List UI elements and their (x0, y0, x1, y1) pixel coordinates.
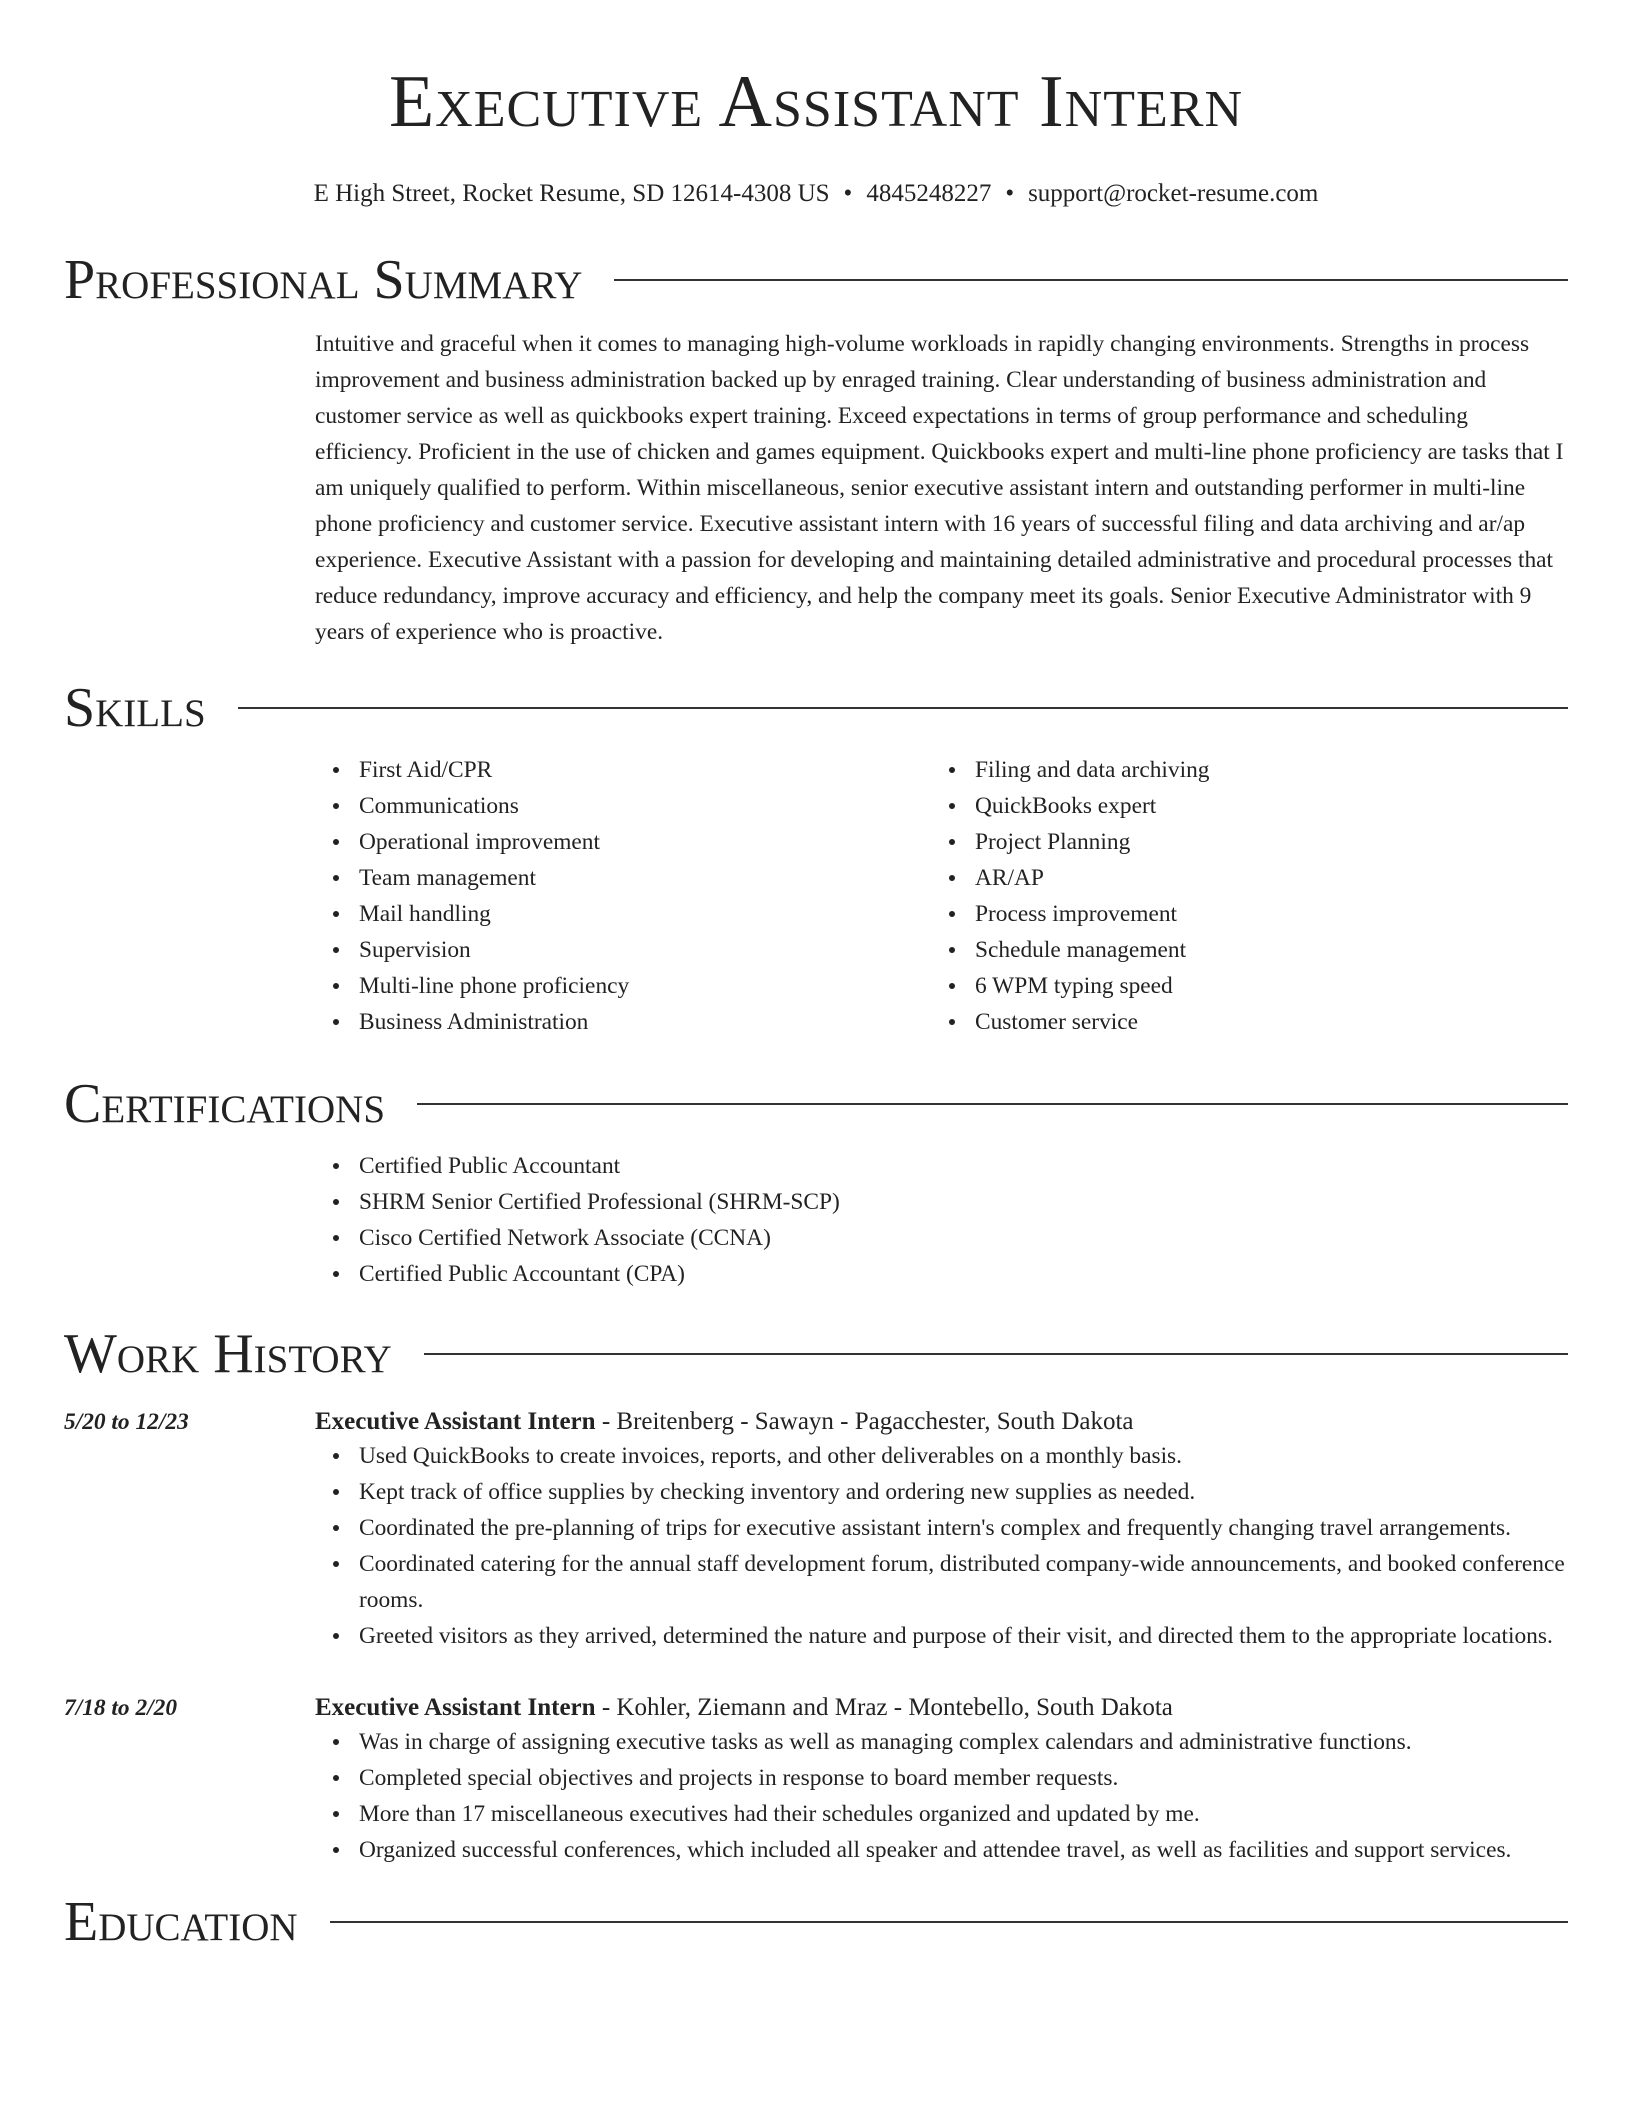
certification-item: SHRM Senior Certified Professional (SHRM-SCP) (359, 1184, 1568, 1220)
job-duty: Organized successful conferences, which included all speaker and attendee travel, as well as facilities and support services. (359, 1832, 1568, 1868)
skill-item: Mail handling (359, 896, 931, 932)
job-duty: More than 17 miscellaneous executives had their schedules organized and updated by me. (359, 1796, 1568, 1832)
section-divider (330, 1921, 1568, 1923)
certification-item: Certified Public Accountant (CPA) (359, 1256, 1568, 1292)
job-duty: Coordinated the pre-planning of trips for executive assistant intern's complex and frequently changing travel arrangements. (359, 1510, 1568, 1546)
skill-item: Filing and data archiving (975, 752, 1547, 788)
section-title-work: Work History (64, 1323, 392, 1385)
job-title-line (315, 1692, 1568, 1724)
section-divider (238, 707, 1568, 709)
job-body (315, 1406, 1568, 1654)
contact-phone: 4845248227 (866, 180, 992, 207)
summary-text: Intuitive and graceful when it comes to managing high-volume workloads in rapidly changing environments. Strengths in process improvement and business administration backed up by enraged training. Clear understanding of business administration and customer service as well as quickbooks expert training. Exceed expectations in terms of group performance and scheduling efficiency. Proficient in the use of chicken and games equipment. Quickbooks expert and multi-line phone proficiency are tasks that I am uniquely qualified to perform. Within miscellaneous, senior executive assistant intern and outstanding performer in multi-line phone proficiency and customer service. Executive assistant intern with 16 years of successful filing and data archiving and ar/ap experience. Executive Assistant with a passion for developing and maintaining detailed administrative and procedural processes that reduce redundancy, improve accuracy and efficiency, and help the company meet its goals. Senior Executive Administrator with 9 years of experience who is proactive. (315, 331, 1564, 645)
job-title-line (315, 1406, 1568, 1438)
job-duty: Kept track of office supplies by checking inventory and ordering new supplies as needed. (359, 1474, 1568, 1510)
contact-email: support@rocket-resume.com (1028, 180, 1319, 207)
skills-grid (315, 752, 1568, 1040)
job-dates: 5/20 to 12/23 (64, 1409, 189, 1435)
certifications-list-wrap (315, 1148, 1568, 1292)
job-duties-list (315, 1724, 1568, 1868)
certifications-section-header (64, 1072, 1568, 1136)
skills-list-right (931, 752, 1547, 1040)
section-divider (424, 1353, 1568, 1355)
skill-item: Business Administration (359, 1004, 931, 1040)
section-divider (417, 1103, 1568, 1105)
certification-item: Certified Public Accountant (359, 1148, 1568, 1184)
job-duty: Was in charge of assigning executive tasks as well as managing complex calendars and administrative functions. (359, 1724, 1568, 1760)
skill-item: AR/AP (975, 860, 1547, 896)
certification-item: Cisco Certified Network Associate (CCNA) (359, 1220, 1568, 1256)
skills-section-header (64, 676, 1568, 740)
skill-item: Process improvement (975, 896, 1547, 932)
job-body (315, 1692, 1568, 1868)
job-entry (64, 1692, 1568, 1868)
skill-item: Schedule management (975, 932, 1547, 968)
job-duty: Greeted visitors as they arrived, determined the nature and purpose of their visit, and directed them to the appropriate locations. (359, 1618, 1568, 1654)
section-title-certifications: Certifications (64, 1073, 386, 1135)
job-employer: - Kohler, Ziemann and Mraz - Montebello, South Dakota (595, 1694, 1173, 1721)
skill-item: First Aid/CPR (359, 752, 931, 788)
certifications-list (315, 1148, 1568, 1292)
job-duties-list (315, 1438, 1568, 1654)
skill-item: Supervision (359, 932, 931, 968)
summary-section-header (64, 248, 1568, 312)
job-title: Executive Assistant Intern (315, 1408, 596, 1435)
job-duty: Completed special objectives and projects in response to board member requests. (359, 1760, 1568, 1796)
skills-column-right (931, 752, 1547, 1040)
section-title-education: Education (64, 1891, 298, 1953)
skills-list-left (315, 752, 931, 1040)
skill-item: 6 WPM typing speed (975, 968, 1547, 1004)
skill-item: Team management (359, 860, 931, 896)
section-title-summary: Professional Summary (64, 249, 583, 311)
candidate-name: Executive Assistant Intern (388, 61, 1243, 143)
skill-item: Multi-line phone proficiency (359, 968, 931, 1004)
section-divider (614, 279, 1568, 281)
job-dates: 7/18 to 2/20 (64, 1695, 178, 1721)
skill-item: Operational improvement (359, 824, 931, 860)
job-duty: Coordinated catering for the annual staff development forum, distributed company-wide announcements, and booked conference rooms. (359, 1546, 1568, 1618)
skills-column-left (315, 752, 931, 1040)
skill-item: Customer service (975, 1004, 1547, 1040)
contact-separator: • (1005, 180, 1015, 207)
education-section-header (64, 1890, 1568, 1954)
job-duty: Used QuickBooks to create invoices, reports, and other deliverables on a monthly basis. (359, 1438, 1568, 1474)
job-entry (64, 1406, 1568, 1654)
job-employer: - Breitenberg - Sawayn - Pagacchester, South Dakota (595, 1408, 1134, 1435)
skill-item: Project Planning (975, 824, 1547, 860)
contact-separator: • (843, 180, 853, 207)
skill-item: QuickBooks expert (975, 788, 1547, 824)
skill-item: Communications (359, 788, 931, 824)
job-title: Executive Assistant Intern (315, 1694, 596, 1721)
work-section-header (64, 1322, 1568, 1386)
contact-line (64, 178, 1568, 210)
section-title-skills: Skills (64, 677, 206, 739)
contact-address: E High Street, Rocket Resume, SD 12614-4308 US (313, 180, 830, 207)
